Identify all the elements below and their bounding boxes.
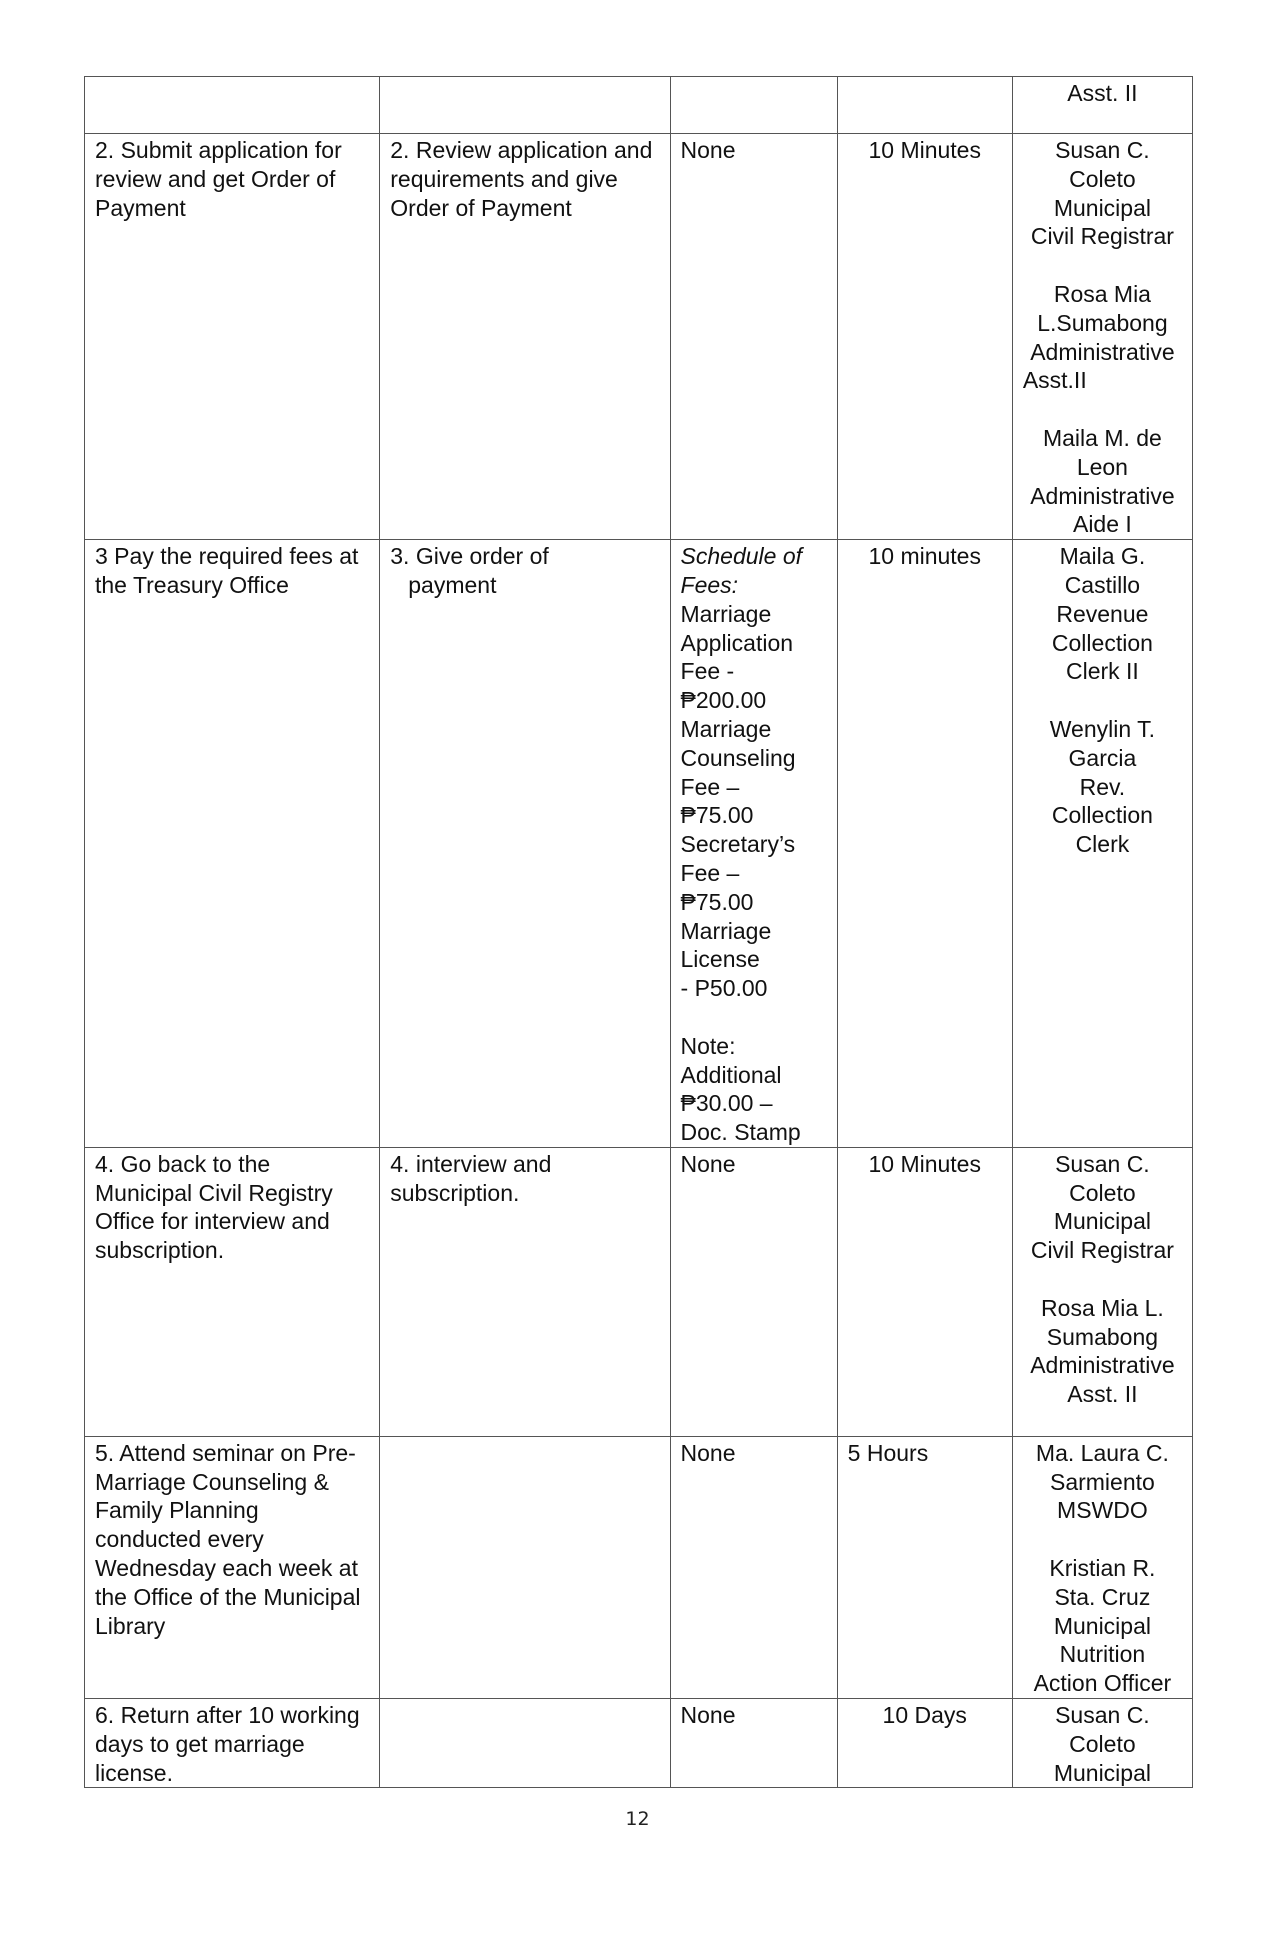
fee-line: License [680, 946, 760, 973]
person-line: Maila G. [1059, 543, 1146, 570]
person-line: Sta. Cruz [1054, 1583, 1151, 1610]
step-cell [85, 77, 380, 134]
spacer [681, 1003, 827, 1032]
person-line: Administrative [1030, 482, 1175, 509]
fee-line: Marriage [680, 917, 772, 944]
person-line: Rev. [1079, 773, 1126, 800]
page-number: 12 [625, 1808, 650, 1830]
fees-cell: None [670, 1147, 837, 1436]
person-line: Rosa Mia [1053, 280, 1151, 307]
table-row [85, 1147, 1193, 1436]
action-cell [380, 1436, 670, 1698]
person-line: Administrative [1030, 338, 1175, 365]
procedure-table [84, 76, 1193, 1788]
person-line: Susan C. [1055, 1702, 1150, 1729]
spacer [1023, 686, 1182, 715]
fees-heading: Schedule of [680, 543, 802, 570]
person-cell [1012, 77, 1192, 134]
person-line: Maila M. de [1042, 424, 1162, 451]
person-line: Susan C. [1055, 1150, 1150, 1177]
action-cell [380, 77, 670, 134]
fees-cell [670, 77, 837, 134]
person-line: Civil Registrar [1030, 1237, 1174, 1264]
spacer [1023, 251, 1182, 280]
note-line: ₱30.00 – [680, 1090, 773, 1117]
fee-line: Marriage [680, 715, 772, 742]
note-line: Note: [680, 1032, 736, 1059]
person-line: Susan C. [1055, 137, 1150, 163]
person-line: Action Officer [1033, 1670, 1172, 1697]
person-line: L.Sumabong [1037, 309, 1168, 336]
person-line: Aide I [1072, 511, 1132, 538]
table-row [85, 1699, 1193, 1788]
step-cell: 6. Return after 10 working days to get marriage license. [85, 1699, 380, 1788]
person-line: Sumabong [1046, 1323, 1159, 1350]
person-line: Coleto [1069, 165, 1136, 192]
fee-line: ₱75.00 [680, 888, 754, 915]
fees-cell: None [670, 134, 837, 540]
person-line: Sarmiento [1049, 1468, 1155, 1495]
table-row [85, 77, 1193, 134]
action-cell: 2. Review application and requirements and give Order of Payment [380, 134, 670, 540]
step-cell: 3 Pay the required fees at the Treasury Office [85, 540, 380, 1148]
fee-line: Fee - [680, 658, 735, 685]
step-cell: 5. Attend seminar on Pre-Marriage Counseling & Family Planning conducted every Wednesday each week at the Office of the Municipal Library [85, 1436, 380, 1698]
time-cell: 5 Hours [837, 1436, 1012, 1698]
table-row [85, 540, 1193, 1148]
time-cell: 10 Minutes [837, 134, 1012, 540]
fee-line: ₱75.00 [680, 802, 754, 829]
step-cell: 4. Go back to the Municipal Civil Registry Office for interview and subscription. [85, 1147, 380, 1436]
person-line: Coleto [1069, 1730, 1136, 1757]
action-line: payment [408, 571, 497, 598]
fee-line: - P50.00 [680, 975, 768, 1002]
person-line: Asst.II [1022, 367, 1087, 394]
person-line: Municipal [1053, 1612, 1151, 1639]
action-cell: 4. interview and subscription. [380, 1147, 670, 1436]
person-line: Collection [1051, 802, 1153, 829]
time-cell: 10 Days [837, 1699, 1012, 1788]
person-line: MSWDO [1057, 1497, 1148, 1524]
step-cell: 2. Submit application for review and get Order of Payment [85, 134, 380, 540]
fees-cell [670, 540, 837, 1148]
fee-line: Fee – [680, 859, 740, 886]
action-line: 3. Give order of [390, 543, 549, 570]
fees-cell: None [670, 1699, 837, 1788]
person-line: Nutrition [1059, 1641, 1146, 1668]
person-line: Collection [1051, 629, 1153, 656]
person-line: Clerk [1075, 831, 1130, 858]
person-cell [1012, 134, 1192, 540]
fees-cell: None [670, 1436, 837, 1698]
time-cell [837, 77, 1012, 134]
fee-line: Secretary’s [680, 831, 796, 858]
fee-line: Marriage [680, 600, 772, 627]
person-line: Administrative [1030, 1352, 1175, 1379]
fees-heading: Fees: [680, 571, 739, 598]
person-line: Wenylin T. [1049, 715, 1156, 742]
fee-line: ₱200.00 [680, 687, 767, 714]
fee-line: Application [680, 629, 794, 656]
person-line: Castillo [1064, 571, 1141, 598]
person-cell [1012, 1147, 1192, 1436]
person-line: Clerk II [1065, 658, 1139, 685]
person-line: Kristian R. [1049, 1555, 1156, 1582]
person-cell [1012, 1436, 1192, 1698]
note-line: Doc. Stamp [680, 1119, 801, 1146]
action-cell [380, 1699, 670, 1788]
table-row [85, 134, 1193, 540]
person-cell [1012, 540, 1192, 1148]
person-line: Revenue [1056, 600, 1149, 627]
person-line: Municipal [1053, 1208, 1151, 1235]
fee-line: Counseling [680, 744, 796, 771]
note-line: Additional [680, 1061, 782, 1088]
person-line: Municipal [1053, 194, 1151, 221]
person-line: Garcia [1068, 744, 1137, 771]
person-line: Rosa Mia L. [1041, 1294, 1164, 1321]
person-line: Asst. II [1067, 1381, 1138, 1408]
action-cell [380, 540, 670, 1148]
table-row [85, 1436, 1193, 1698]
time-cell: 10 minutes [837, 540, 1012, 1148]
person-line: Asst. II [1067, 80, 1138, 106]
person-line: Leon [1076, 453, 1128, 480]
person-cell [1012, 1699, 1192, 1788]
time-cell: 10 Minutes [837, 1147, 1012, 1436]
fee-line: Fee – [680, 773, 740, 800]
person-line: Civil Registrar [1030, 223, 1174, 250]
spacer [1023, 1525, 1182, 1554]
person-line: Coleto [1069, 1179, 1136, 1206]
spacer [1023, 1265, 1182, 1294]
person-line: Municipal [1053, 1759, 1151, 1786]
spacer [1023, 395, 1182, 424]
person-line: Ma. Laura C. [1035, 1439, 1169, 1466]
